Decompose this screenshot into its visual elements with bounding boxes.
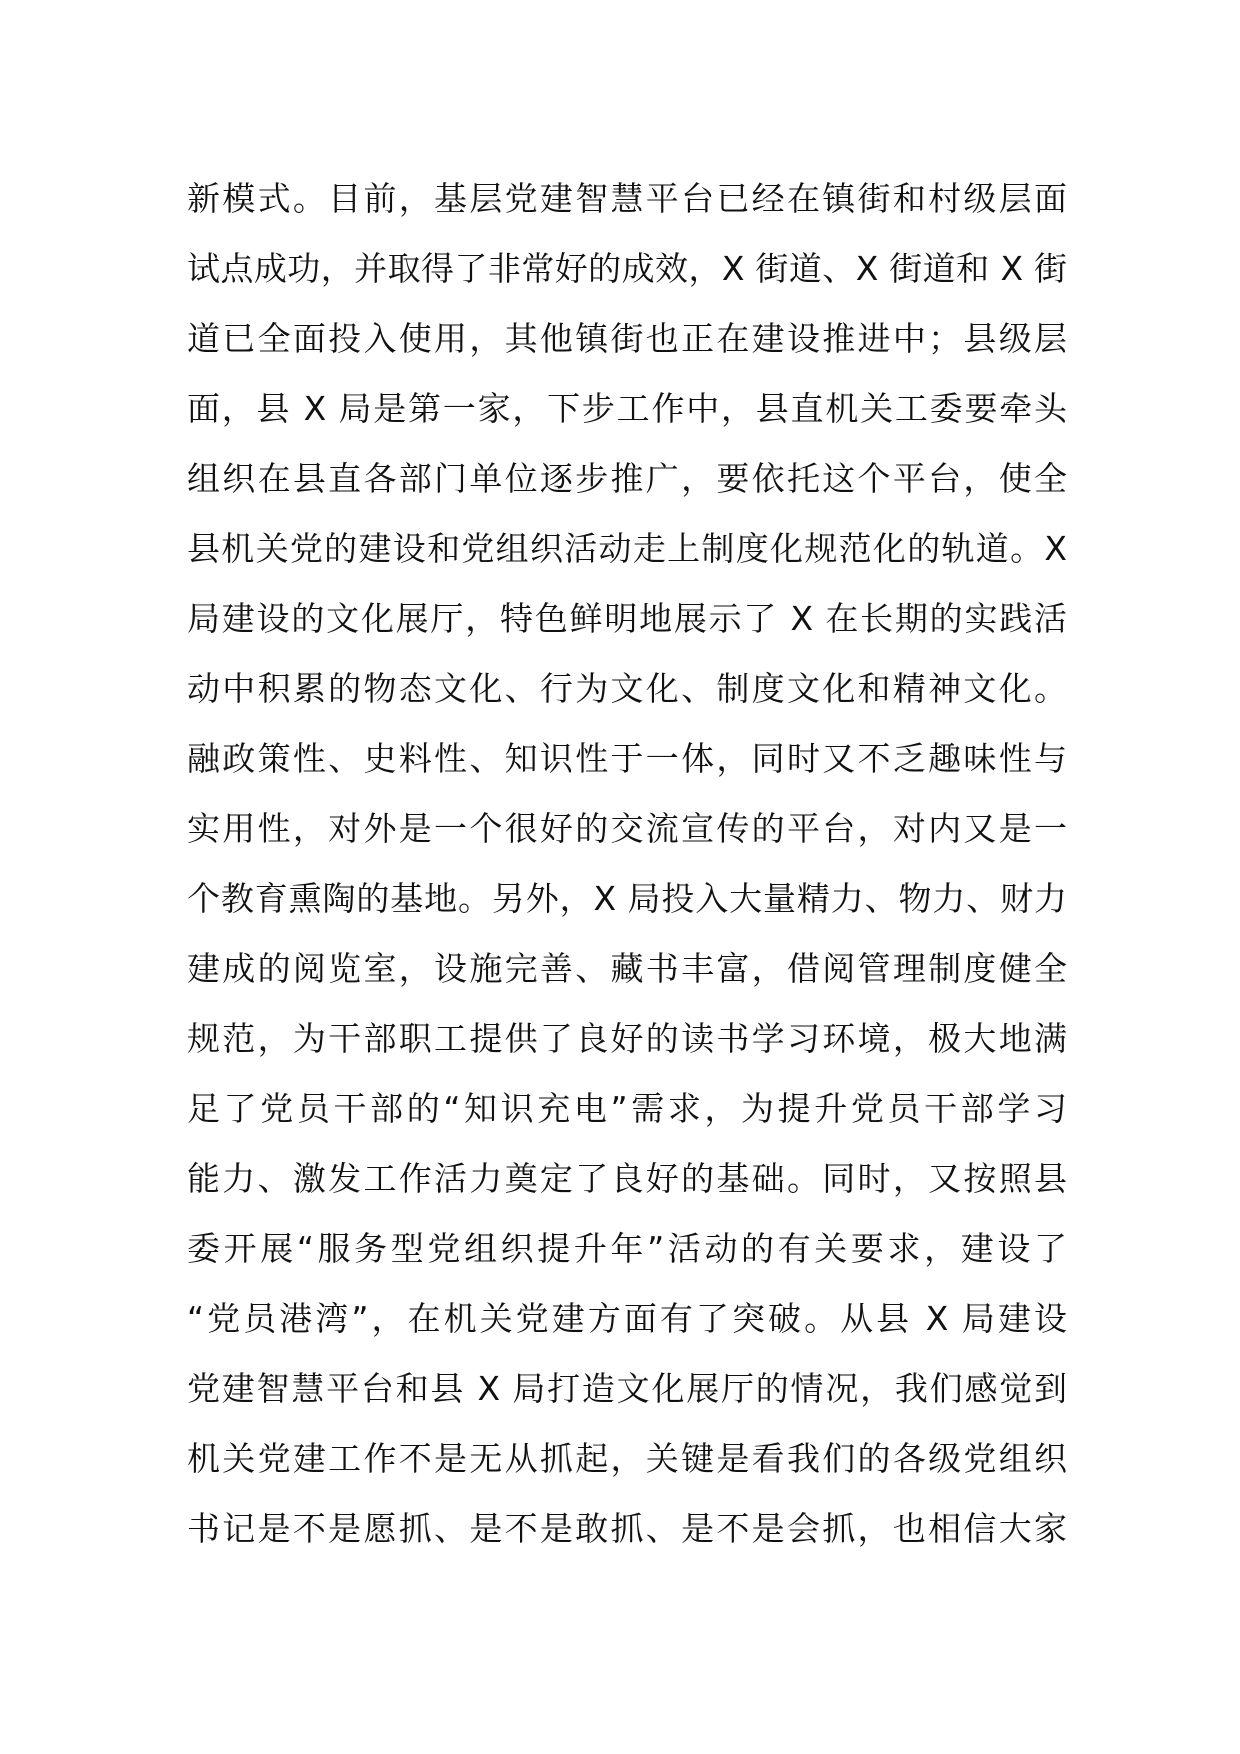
text-line: “党员港湾”，在机关党建方面有了突破。从县 X 局建设	[187, 1299, 1067, 1338]
text-line: 实用性，对外是一个很好的交流宣传的平台，对内又是一	[187, 809, 1067, 848]
text-line: 足了党员干部的“知识充电”需求，为提升党员干部学习	[187, 1089, 1067, 1128]
text-line: 新模式。目前，基层党建智慧平台已经在镇街和村级层面	[187, 179, 1067, 218]
text-line: 建成的阅览室，设施完善、藏书丰富，借阅管理制度健全	[187, 949, 1067, 988]
text-line: 能力、激发工作活力奠定了良好的基础。同时，又按照县	[187, 1159, 1067, 1198]
text-line: 融政策性、史料性、知识性于一体，同时又不乏趣味性与	[187, 739, 1067, 778]
text-line: 县机关党的建设和党组织活动走上制度化规范化的轨道。X	[187, 529, 1067, 568]
text-line: 委开展“服务型党组织提升年”活动的有关要求，建设了	[187, 1229, 1067, 1268]
text-line: 党建智慧平台和县 X 局打造文化展厅的情况，我们感觉到	[187, 1369, 1067, 1408]
text-line: 机关党建工作不是无从抓起，关键是看我们的各级党组织	[187, 1439, 1067, 1478]
text-line: 规范，为干部职工提供了良好的读书学习环境，极大地满	[187, 1019, 1067, 1058]
text-line: 组织在县直各部门单位逐步推广，要依托这个平台，使全	[187, 459, 1067, 498]
text-line: 个教育熏陶的基地。另外，X 局投入大量精力、物力、财力	[187, 879, 1067, 918]
text-line: 试点成功，并取得了非常好的成效，X 街道、X 街道和 X 街	[187, 249, 1067, 288]
text-line: 动中积累的物态文化、行为文化、制度文化和精神文化。	[187, 669, 1067, 708]
text-line: 局建设的文化展厅，特色鲜明地展示了 X 在长期的实践活	[187, 599, 1067, 638]
body-paragraph	[187, 164, 1067, 1564]
text-line: 书记是不是愿抓、是不是敢抓、是不是会抓，也相信大家	[187, 1509, 1067, 1548]
text-line: 面，县 X 局是第一家，下步工作中，县直机关工委要牵头	[187, 389, 1067, 428]
text-line: 道已全面投入使用，其他镇街也正在建设推进中；县级层	[187, 319, 1067, 358]
